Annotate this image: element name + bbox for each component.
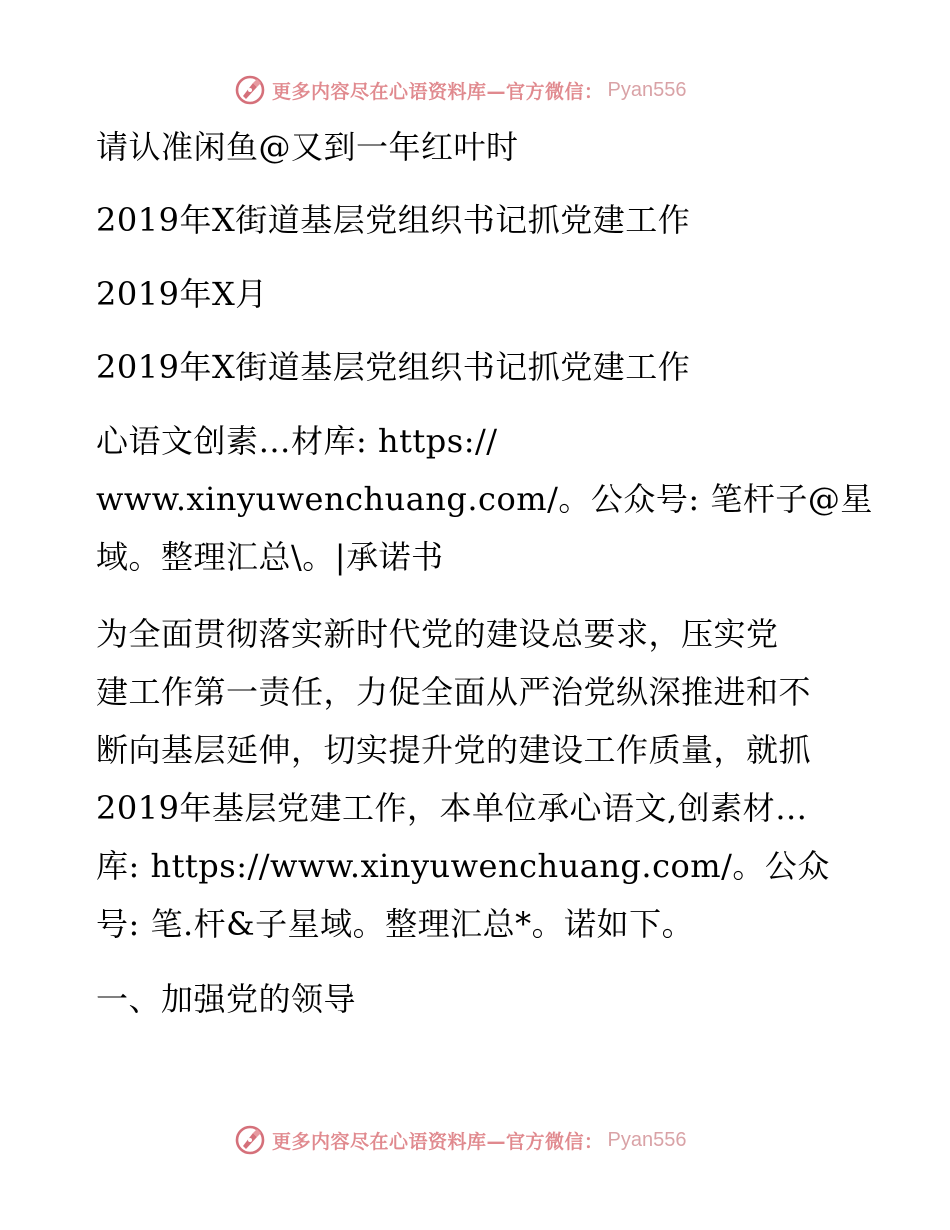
notice-line: 请认准闲鱼@又到一年红叶时 bbox=[96, 128, 519, 166]
watermark-account: Pyan556 bbox=[607, 78, 687, 101]
commitment-paragraph bbox=[96, 605, 856, 953]
paragraph-line: 建工作第一责任，力促全面从严治党纵深推进和不 bbox=[96, 673, 812, 711]
paragraph-line: 号: 笔.杆&子星域。整理汇总*。诺如下。 bbox=[96, 905, 695, 943]
document-subtitle: 2019年X街道基层党组织书记抓党建工作 bbox=[96, 348, 691, 386]
header-watermark bbox=[234, 72, 686, 108]
section-heading: 一、加强党的领导 bbox=[96, 980, 357, 1018]
paragraph-line: 心语文创素…材库: https:// bbox=[96, 422, 498, 460]
paragraph-line: 断向基层延伸，切实提升党的建设工作质量，就抓 bbox=[96, 731, 812, 769]
source-paragraph bbox=[96, 412, 873, 586]
document-title: 2019年X街道基层党组织书记抓党建工作 bbox=[96, 201, 691, 239]
paragraph-line: www.xinyuwenchuang.com/。公众号: 笔杆子@星 bbox=[96, 480, 873, 518]
watermark-text: 更多内容尽在心语资料库—官方微信： bbox=[272, 1130, 604, 1153]
watermark-account: Pyan556 bbox=[607, 1128, 687, 1151]
paragraph-line: 库: https://www.xinyuwenchuang.com/。公众 bbox=[96, 847, 830, 885]
paragraph-line: 2019年基层党建工作，本单位承心语文,创素材… bbox=[96, 789, 808, 827]
footer-watermark bbox=[234, 1122, 686, 1158]
pen-nib-logo-icon bbox=[234, 1124, 266, 1156]
paragraph-line: 域。整理汇总\。|承诺书 bbox=[96, 538, 444, 576]
watermark-text: 更多内容尽在心语资料库—官方微信： bbox=[272, 80, 604, 103]
document-date: 2019年X月 bbox=[96, 275, 268, 313]
pen-nib-logo-icon bbox=[234, 74, 266, 106]
paragraph-line: 为全面贯彻落实新时代党的建设总要求，压实党 bbox=[96, 615, 779, 653]
